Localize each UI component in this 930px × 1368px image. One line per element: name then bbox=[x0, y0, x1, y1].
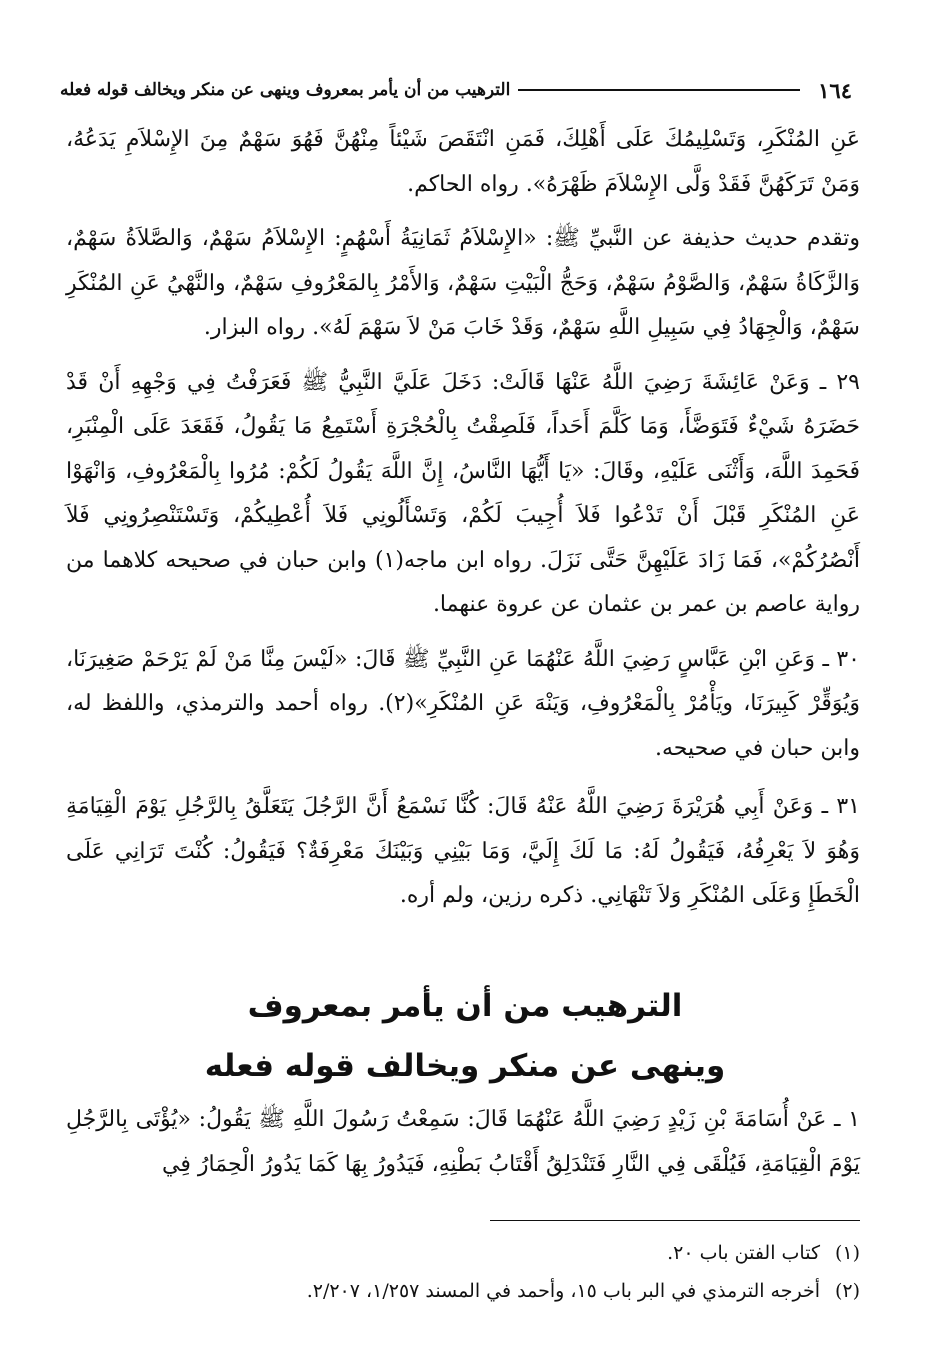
header-rule bbox=[518, 89, 800, 91]
footnote-number: (٢) bbox=[834, 1280, 860, 1302]
footnote-number: (١) bbox=[834, 1242, 860, 1264]
main-text bbox=[66, 118, 860, 929]
hadith-31: ٣١ ـ وَعَنْ أَبِي هُرَيْرَةَ رَضِيَ اللَّهُ عَنْهُ قَالَ: كُنَّا نَسْمَعُ أَنَّ الرَّجُلَ يَتَعَلَّقُ بِالرَّجُلِ يَوْمَ الْقِيَامَةِ وَهُوَ لاَ يَعْرِفُهُ، فَيَقُولُ لَهُ: مَا لَكَ إِلَيَّ، وَمَا بَيْنِي وَبَيْنَكَ مَعْرِفَةٌ؟ فَيَقُولُ: كُنْتَ تَرَانِي عَلَى الْخَطَإِ وَعَلَى المُنْكَرِ وَلاَ تَنْهَانِي. ذكره رزين، ولم أره. bbox=[66, 794, 860, 908]
hadith-30: ٣٠ ـ وَعَنِ ابْنِ عَبَّاسٍ رَضِيَ اللَّهُ عَنْهُمَا عَنِ النَّبِيِّ ﷺ قَالَ: «لَيْسَ مِنَّا مَنْ لَمْ يَرْحَمْ صَغِيرَنَا، وَيُوَقِّرْ كَبِيرَنَا، ويَأْمُرْ بِالْمَعْرُوفِ، وَيَنْهَ عَنِ المُنْكَرِ»(٢). رواه أحمد والترمذي، واللفظ له، وابن حبان في صحيحه. bbox=[66, 646, 861, 761]
footnote-text: كتاب الفتن باب ٢٠. bbox=[667, 1242, 820, 1264]
section-heading-line-2: وينهى عن منكر ويخالف قوله فعله bbox=[204, 1048, 726, 1084]
paragraph-1: عَنِ المُنْكَرِ، وَتَسْلِيمُكَ عَلَى أَهْلِكَ، فَمَنِ انْتَقَصَ شَيْئاً مِنْهُنَّ فَهُوَ سَهْمٌ مِنَ الإِسْلاَمِ يَدَعُهُ، وَمَنْ تَرَكَهُنَّ فَقَدْ وَلَّى الإِسْلاَمَ ظَهْرَهُ». رواه الحاكم. bbox=[66, 127, 860, 197]
section-text bbox=[66, 1098, 860, 1197]
footnote-text: أخرجه الترمذي في البر باب ١٥، وأحمد في المسند ١/٢٥٧، ٢/٢٠٧. bbox=[306, 1280, 820, 1302]
section-heading bbox=[60, 976, 870, 1096]
footnote bbox=[66, 1234, 860, 1272]
hadith-29: ٢٩ ـ وَعَنْ عَائِشَةَ رَضِيَ اللَّهُ عَنْهَا قَالَتْ: دَخَلَ عَلَيَّ النَّبِيُّ ﷺ فَعَرَفْتُ فِي وَجْهِهِ أَنْ قَدْ حَضَرَهُ شَيْءٌ فَتَوَضَّأَ، وَمَا كَلَّمَ أَحَداً، فَلَصِقْتُ بِالْحُجْرَةِ أَسْتَمِعُ مَا يَقُولُ، فَقَعَدَ عَلَى الْمِنْبَرِ، فَحَمِدَ اللَّهَ، وَأَثْنَى عَلَيْهِ، وقَالَ: «يَا أَيُّهَا النَّاسُ، إِنَّ اللَّهَ يَقُولُ لَكُمْ: مُرُوا بِالْمَعْرُوفِ، وَانْهَوْا عَنِ المُنْكَرِ قَبْلَ أَنْ تَدْعُوا فَلاَ أُجِيبَ لَكُمْ، وَتَسْأَلُونِي فَلاَ أُعْطِيكُمْ، وَتَسْتَنْصِرُونِي فَلاَ أَنْصُرُكُمْ»، فَمَا زَادَ عَلَيْهِنَّ حَتَّى نَزَلَ. رواه ابن ماجه(١) وابن حبان في صحيحه كلاهما من رواية عاصم بن عمر بن عثمان عن عروة عنهما. bbox=[66, 369, 860, 617]
footnotes bbox=[66, 1234, 860, 1310]
page-number: ١٦٤ bbox=[818, 77, 852, 103]
running-title: الترهيب من أن يأمر بمعروف وينهى عن منكر ويخالف قوله فعله bbox=[60, 80, 511, 100]
paragraph-2: وتقدم حديث حذيفة عن النَّبيِّ ﷺ: «الإِسْلاَمُ ثَمَانِيَةُ أَسْهُمٍ: الإِسْلاَمُ سَهْمٌ، وَالصَّلاَةُ سَهْمٌ، وَالزَّكَاةُ سَهْمٌ، وَالصَّوْمُ سَهْمٌ، وَحَجُّ الْبَيْتِ سَهْمٌ، وَالأَمْرُ بِالمَعْرُوفِ سَهْمٌ، والنَّهْيُ عَنِ المُنْكَرِ سَهْمٌ، وَالْجِهَادُ فِي سَبِيلِ اللَّهِ سَهْمٌ، وَقَدْ خَابَ مَنْ لاَ سَهْمَ لَهُ». رواه البزار. bbox=[66, 226, 860, 340]
running-header bbox=[60, 74, 852, 106]
section-heading-line-1: الترهيب من أن يأمر بمعروف bbox=[247, 988, 683, 1024]
footnote-rule bbox=[490, 1220, 860, 1221]
footnote bbox=[66, 1272, 860, 1310]
section-hadith-1: ١ ـ عَنْ أُسَامَةَ بْنِ زَيْدٍ رَضِيَ اللَّهُ عَنْهُمَا قَالَ: سَمِعْتُ رَسُولَ اللَّهِ ﷺ يَقُولُ: «يُؤْتَى بِالرَّجُلِ يَوْمَ الْقِيَامَةِ، فَيُلْقَى فِي النَّارِ فَتَنْدَلِقُ أَقْتَابُ بَطْنِهِ، فَيَدُورُ بِهَا كَمَا يَدُورُ الْحِمَارُ فِي bbox=[66, 1107, 860, 1177]
